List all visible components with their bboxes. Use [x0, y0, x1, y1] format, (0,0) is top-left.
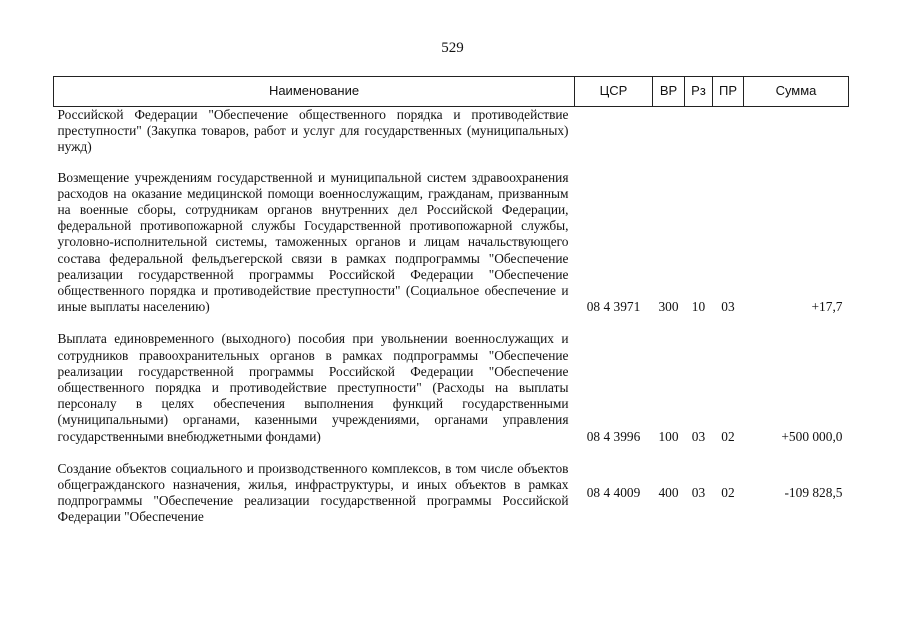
header-csr: ЦСР [575, 77, 653, 107]
row-rz [685, 107, 713, 156]
row-rz: 03 [691, 428, 706, 444]
row-rz: 03 [691, 485, 706, 501]
page-number: 529 [441, 40, 464, 56]
row-csr: 08 4 3996 [586, 428, 641, 444]
header-rz: Рз [685, 77, 713, 107]
row-pr [713, 107, 744, 156]
row-vr: 100 [658, 428, 679, 444]
row-rz: 10 [691, 299, 706, 315]
row-csr [575, 107, 653, 156]
header-sum: Сумма [744, 77, 849, 107]
table-row [54, 331, 849, 444]
row-name: Российской Федерации "Обеспечение общественного порядка и противодействие преступности" (Закупка товаров, работ и услуг для государственных (муниципальных) нужд) [57, 107, 569, 155]
budget-table [53, 76, 849, 526]
row-pr: 02 [721, 428, 735, 444]
header-vr: ВР [653, 77, 685, 107]
row-csr: 08 4 4009 [586, 485, 641, 501]
row-spacer [54, 315, 849, 331]
row-vr: 400 [658, 485, 679, 501]
row-pr: 03 [721, 299, 735, 315]
row-csr: 08 4 3971 [586, 299, 641, 315]
row-sum: -109 828,5 [784, 485, 843, 501]
row-name: Возмещение учреждениям государственной и муниципальной систем здравоохранения расходов на оказание медицинской помощи военнослужащим, гражданам, призванным на военные сборы, сотрудникам органов внутренних дел Российской Федерации, федеральной противопожарной службы Государственной противопожарной службы, уголовно-исполнительной системы, таможенных органов и лицам начальствующего состава федеральной фельдъегерской связи в рамках подпрограммы "Обеспечение реализации государственной программы Российской Федерации "Обеспечение общественного порядка и противодействие преступности" (Социальное обеспечение и иные выплаты населению) [57, 169, 569, 315]
row-sum: +17,7 [811, 299, 843, 315]
table-row [54, 461, 849, 526]
table-header-row [54, 77, 849, 107]
row-sum [744, 107, 849, 156]
row-vr [653, 107, 685, 156]
table-row [54, 107, 849, 156]
header-name: Наименование [54, 77, 575, 107]
row-sum: +500 000,0 [781, 428, 843, 444]
row-name: Создание объектов социального и производственного комплексов, в том числе объектов общегражданского назначения, жилья, инфраструктуры, и иных объектов в рамках подпрограммы "Обеспечение реализации государственной программы Российской Федерации "Обеспечение [57, 460, 569, 525]
row-pr: 02 [721, 485, 735, 501]
header-pr: ПР [713, 77, 744, 107]
row-spacer [54, 156, 849, 170]
row-name: Выплата единовременного (выходного) пособия при увольнении военнослужащих и сотрудников правоохранительных органов в рамках подпрограммы "Обеспечение реализации государственной программы Российской Федерации "Обеспечение общественного порядка и противодействие преступности" (Расходы на выплаты персоналу в целях обеспечения выполнения функций государственными (муниципальными) органами, казенными учреждениями, органами управления государственными внебюджетными фондами) [57, 331, 569, 444]
row-spacer [54, 445, 849, 461]
table-row [54, 170, 849, 316]
row-vr: 300 [658, 299, 679, 315]
